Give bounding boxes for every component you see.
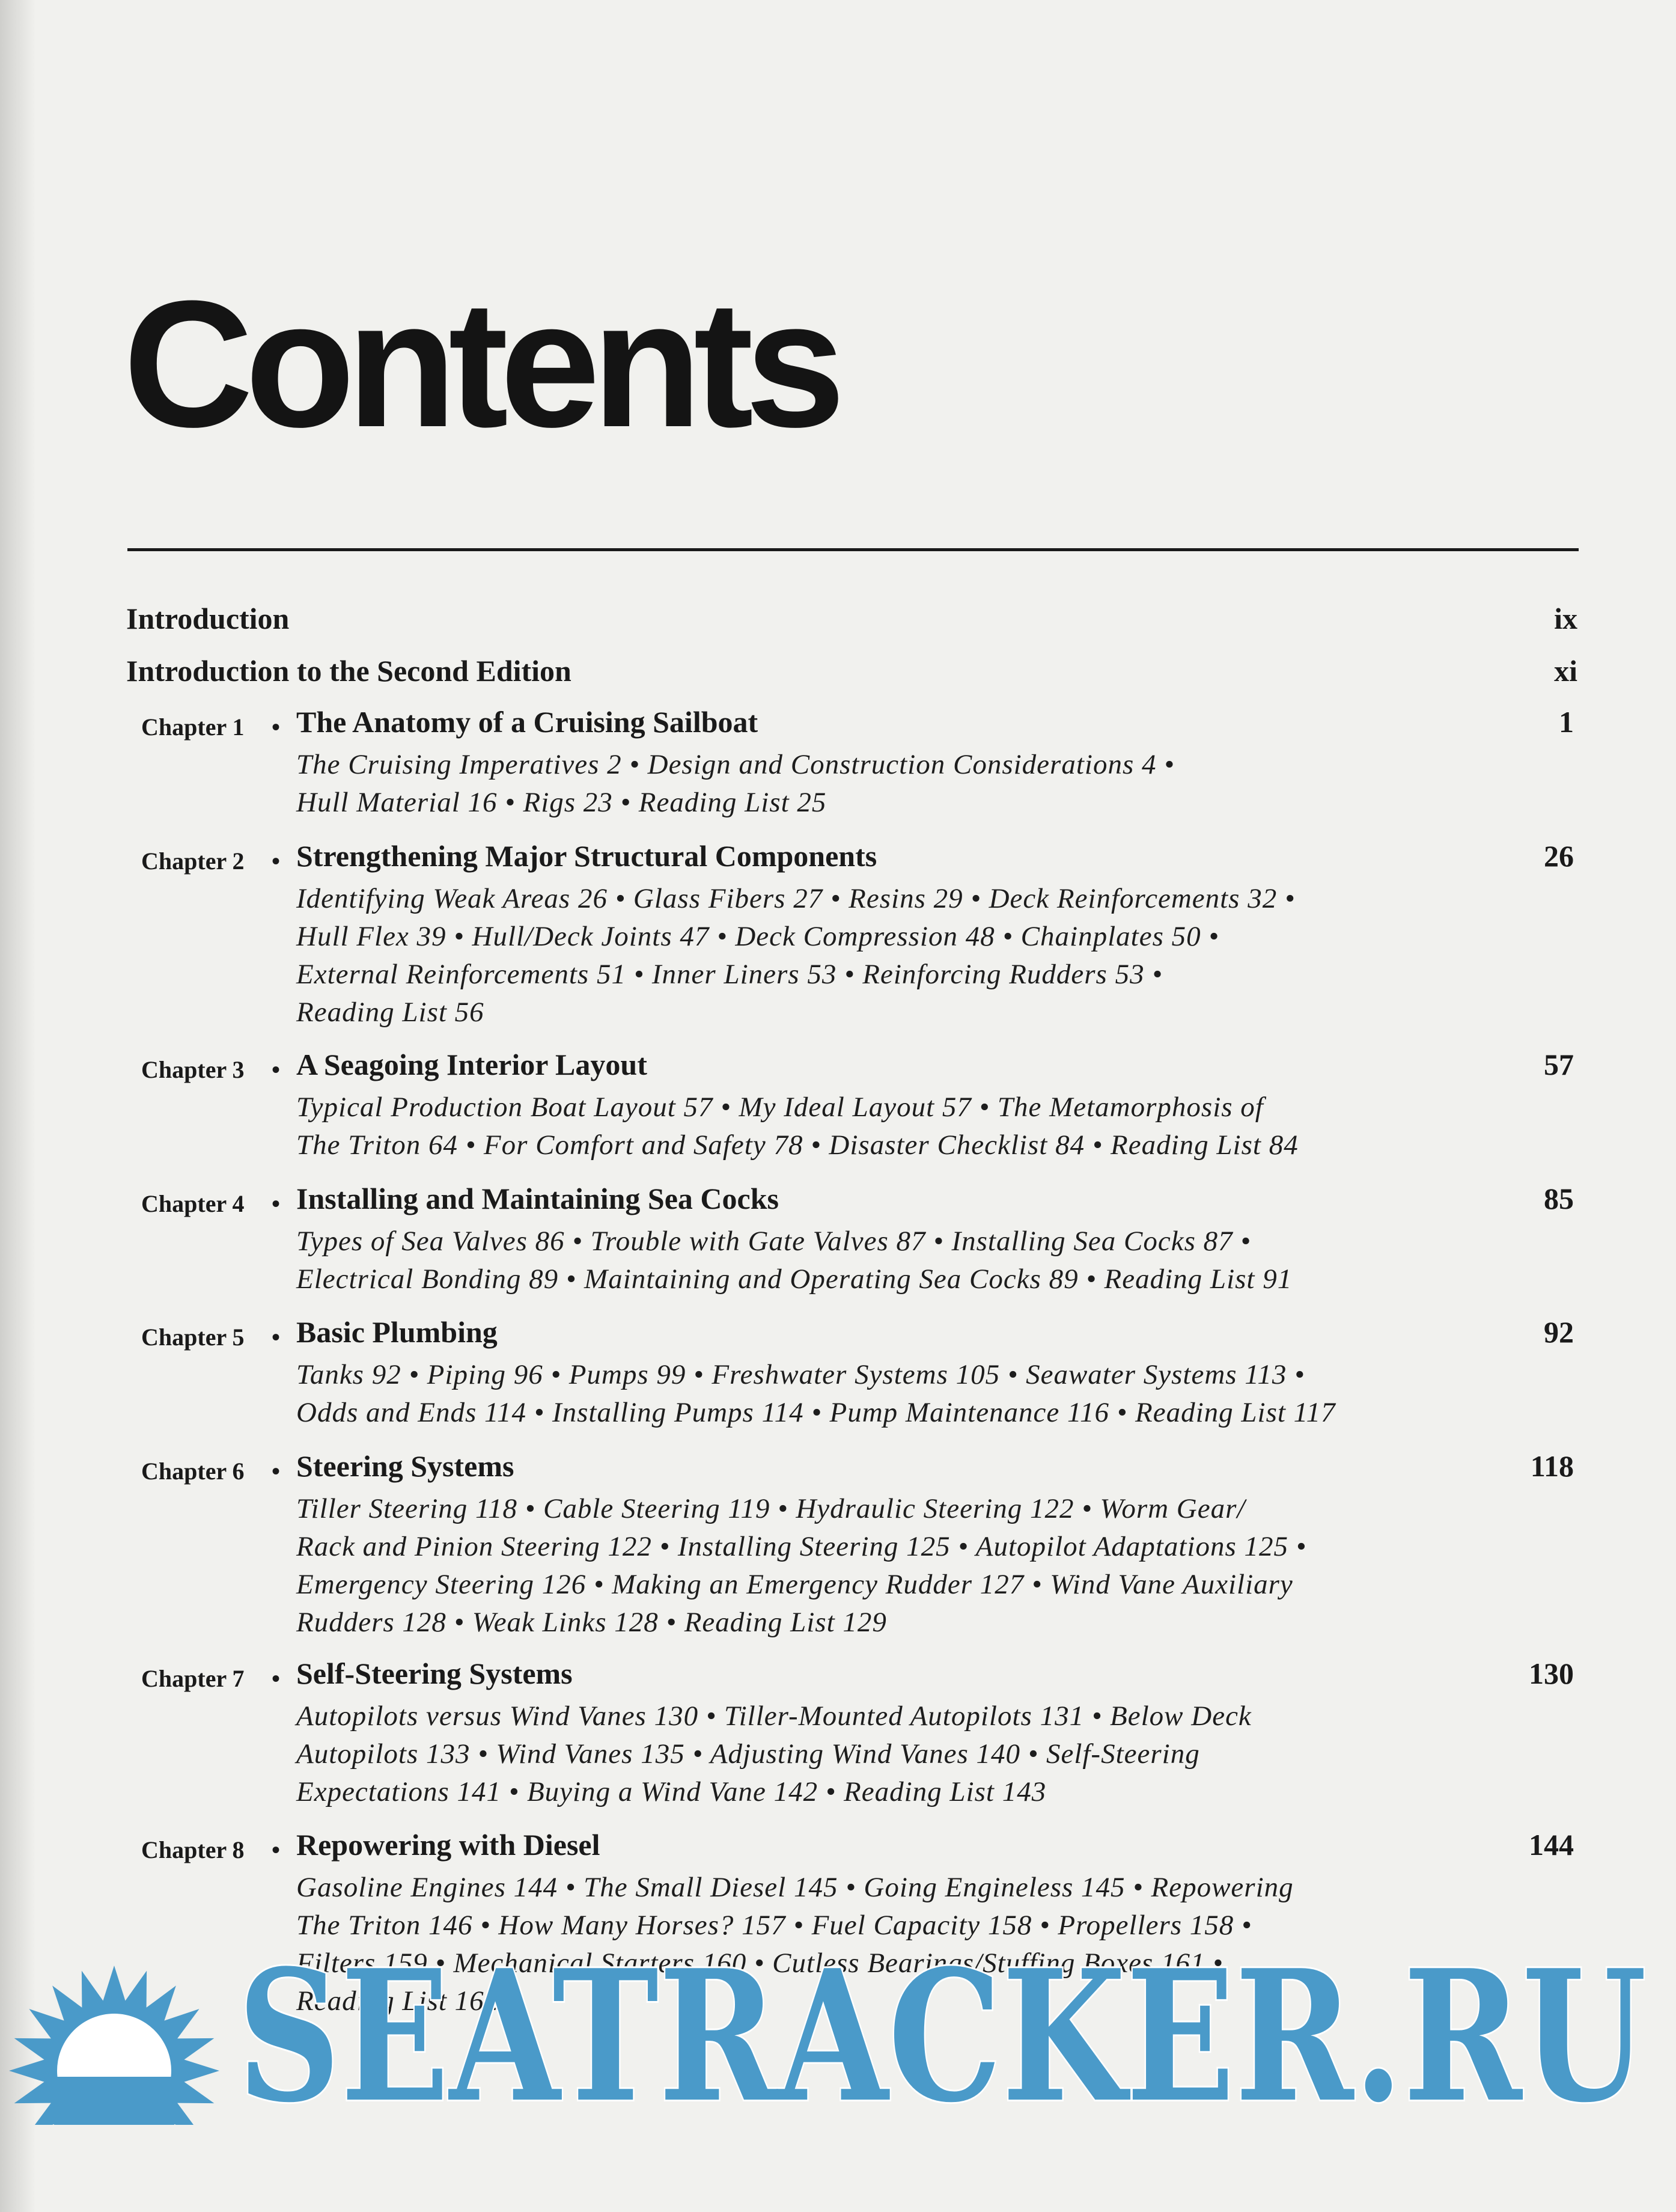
toc-entry-intro [126, 653, 1577, 695]
chapter-sections-line: The Cruising Imperatives 2 • Design and Construction Considerations 4 • [296, 749, 1175, 780]
chapter-sections-line: Tiller Steering 118 • Cable Steering 119 • Hydraulic Steering 122 • Worm Gear/ [296, 1493, 1246, 1524]
chapter-sections-line: External Reinforcements 51 • Inner Liners 53 • Reinforcing Rudders 53 • [296, 959, 1163, 990]
chapter-label: Chapter 1 [141, 713, 245, 741]
watermark-text: SEATRACKER.RU [237, 1945, 1647, 2125]
chapter-page: 1 [1559, 705, 1574, 739]
chapter-page: 130 [1529, 1657, 1574, 1690]
chapter-sections-line: Typical Production Boat Layout 57 • My Ideal Layout 57 • The Metamorphosis of [296, 1092, 1264, 1123]
chapter-page: 57 [1544, 1048, 1574, 1081]
chapter-sections-line: The Triton 64 • For Comfort and Safety 78 • Disaster Checklist 84 • Reading List 84 [296, 1129, 1299, 1161]
bullet-separator: • [272, 713, 281, 741]
bullet-separator: • [272, 848, 281, 875]
chapter-title: Self-Steering Systems [296, 1657, 573, 1690]
chapter-title: Repowering with Diesel [296, 1828, 600, 1862]
chapter-sections-line: Emergency Steering 126 • Making an Emergency Rudder 127 • Wind Vane Auxiliary [296, 1569, 1293, 1600]
chapter-sections-line: Filters 159 • Mechanical Starters 160 • Cutless Bearings/Stuffing Boxes 161 • [296, 1948, 1223, 1979]
chapter-title: A Seagoing Interior Layout [296, 1048, 647, 1081]
bullet-separator: • [272, 1056, 281, 1083]
chapter-title: The Anatomy of a Cruising Sailboat [296, 705, 758, 739]
bullet-separator: • [272, 1324, 281, 1351]
toc-entry-intro [126, 601, 1577, 643]
chapter-page: 92 [1544, 1315, 1574, 1349]
toc-entry-page: xi [1554, 654, 1577, 688]
chapter-sections-line: Hull Material 16 • Rigs 23 • Reading List 25 [296, 787, 827, 818]
chapter-page: 26 [1544, 839, 1574, 873]
chapter-sections-line: Reading List 162 [296, 1985, 499, 2017]
chapter-sections-line: Autopilots 133 • Wind Vanes 135 • Adjusting Wind Vanes 140 • Self-Steering [296, 1738, 1200, 1770]
bullet-separator: • [272, 1190, 281, 1217]
toc-entry-page: ix [1554, 602, 1577, 635]
chapter-label: Chapter 6 [141, 1458, 245, 1485]
watermark [0, 1945, 1676, 2125]
chapter-title: Installing and Maintaining Sea Cocks [296, 1182, 779, 1215]
chapter-sections-line: Identifying Weak Areas 26 • Glass Fibers 27 • Resins 29 • Deck Reinforcements 32 • [296, 883, 1296, 914]
chapter-page: 85 [1544, 1182, 1574, 1215]
chapter-sections-line: Odds and Ends 114 • Installing Pumps 114 • Pump Maintenance 116 • Reading List 117 [296, 1397, 1336, 1428]
bullet-separator: • [272, 1836, 281, 1863]
page-number: vii [1540, 2027, 1567, 2055]
bullet-separator: • [272, 1665, 281, 1692]
sunburst-logo-icon [9, 1966, 219, 2125]
chapter-sections-line: The Triton 146 • How Many Horses? 157 • Fuel Capacity 158 • Propellers 158 • [296, 1910, 1252, 1941]
gutter-shadow [0, 0, 36, 2212]
title-rule [127, 548, 1579, 551]
chapter-sections-line: Types of Sea Valves 86 • Trouble with Gate Valves 87 • Installing Sea Cocks 87 • [296, 1226, 1251, 1257]
chapter-title: Basic Plumbing [296, 1315, 498, 1349]
page-title: Contents [123, 263, 837, 465]
chapter-sections-line: Expectations 141 • Buying a Wind Vane 142 • Reading List 143 [296, 1776, 1047, 1807]
chapter-title: Strengthening Major Structural Components [296, 839, 877, 873]
chapter-label: Chapter 5 [141, 1324, 245, 1351]
chapter-label: Chapter 3 [141, 1056, 245, 1083]
chapter-sections-line: Reading List 56 [296, 997, 484, 1028]
chapter-sections-line: Rudders 128 • Weak Links 128 • Reading List 129 [296, 1607, 887, 1638]
chapter-sections-line: Hull Flex 39 • Hull/Deck Joints 47 • Deck Compression 48 • Chainplates 50 • [296, 921, 1219, 952]
chapter-label: Chapter 4 [141, 1190, 245, 1217]
chapter-page: 144 [1529, 1828, 1574, 1862]
chapter-sections-line: Autopilots versus Wind Vanes 130 • Tiller-Mounted Autopilots 131 • Below Deck [296, 1700, 1252, 1732]
chapter-sections-line: Electrical Bonding 89 • Maintaining and Operating Sea Cocks 89 • Reading List 91 [296, 1263, 1293, 1295]
chapter-sections-line: Gasoline Engines 144 • The Small Diesel 145 • Going Engineless 145 • Repowering [296, 1872, 1294, 1903]
chapter-label: Chapter 7 [141, 1665, 245, 1692]
toc-entry-title: Introduction [126, 602, 290, 635]
bullet-separator: • [272, 1458, 281, 1485]
chapter-title: Steering Systems [296, 1449, 514, 1483]
chapter-page: 118 [1530, 1449, 1574, 1483]
chapter-sections-line: Tanks 92 • Piping 96 • Pumps 99 • Freshwater Systems 105 • Seawater Systems 113 • [296, 1359, 1305, 1390]
toc-entry-title: Introduction to the Second Edition [126, 654, 571, 688]
chapter-sections-line: Rack and Pinion Steering 122 • Installing Steering 125 • Autopilot Adaptations 125 • [296, 1531, 1307, 1562]
chapter-label: Chapter 8 [141, 1836, 245, 1863]
chapter-label: Chapter 2 [141, 848, 245, 875]
